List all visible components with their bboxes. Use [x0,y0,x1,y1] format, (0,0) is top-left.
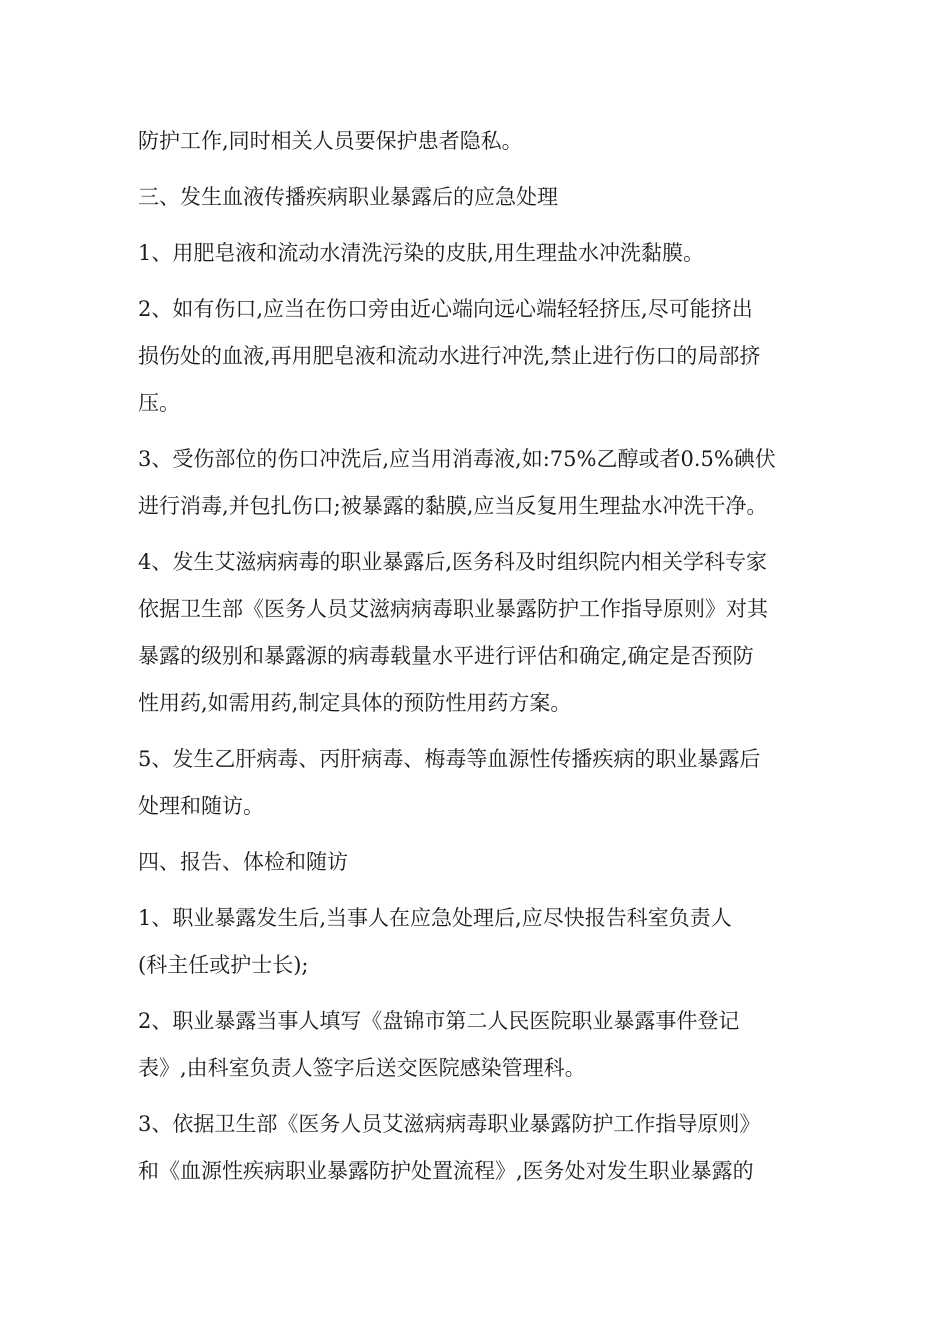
text-line: 3、受伤部位的伤口冲洗后,应当用消毒液,如:75%乙醇或者0.5%碘伏 [138,447,776,471]
list-item [138,539,838,727]
text-line: 四、报告、体检和随访 [138,850,348,874]
text-line: 进行消毒,并包扎伤口;被暴露的黏膜,应当反复用生理盐水冲洗干净。 [138,494,768,518]
list-item [138,895,838,989]
list-item [138,436,838,530]
text-line: 处理和随访。 [138,794,264,818]
text-line: 2、职业暴露当事人填写《盘锦市第二人民医院职业暴露事件登记 [138,1009,740,1033]
text-line: 5、发生乙肝病毒、丙肝病毒、梅毒等血源性传播疾病的职业暴露后 [138,747,761,771]
text-line: 防护工作,同时相关人员要保护患者隐私。 [138,129,523,153]
list-item [138,286,838,427]
text-line: 暴露的级别和暴露源的病毒载量水平进行评估和确定,确定是否预防 [138,644,754,668]
text-line: (科主任或护士长); [138,953,309,977]
section-heading [138,839,838,886]
list-item [138,1101,838,1195]
text-line: 3、依据卫生部《医务人员艾滋病病毒职业暴露防护工作指导原则》 [138,1112,761,1136]
text-line: 2、如有伤口,应当在伤口旁由近心端向远心端轻轻挤压,尽可能挤出 [138,297,753,321]
text-line: 1、用肥皂液和流动水清洗污染的皮肤,用生理盐水冲洗黏膜。 [138,241,705,265]
list-item [138,230,838,277]
text-line: 三、发生血液传播疾病职业暴露后的应急处理 [138,185,558,209]
list-item [138,998,838,1092]
section-heading [138,174,838,221]
list-item [138,736,838,830]
paragraph [138,118,838,165]
text-line: 1、职业暴露发生后,当事人在应急处理后,应尽快报告科室负责人 [138,906,732,930]
text-line: 表》,由科室负责人签字后送交医院感染管理科。 [138,1056,586,1080]
text-line: 4、发生艾滋病病毒的职业暴露后,医务科及时组织院内相关学科专家 [138,550,768,574]
document-body [138,118,838,1204]
text-line: 依据卫生部《医务人员艾滋病病毒职业暴露防护工作指导原则》对其 [138,597,768,621]
text-line: 性用药,如需用药,制定具体的预防性用药方案。 [138,691,572,715]
text-line: 和《血源性疾病职业暴露防护处置流程》,医务处对发生职业暴露的 [138,1159,754,1183]
text-line: 压。 [138,391,180,415]
text-line: 损伤处的血液,再用肥皂液和流动水进行冲洗,禁止进行伤口的局部挤 [138,344,761,368]
